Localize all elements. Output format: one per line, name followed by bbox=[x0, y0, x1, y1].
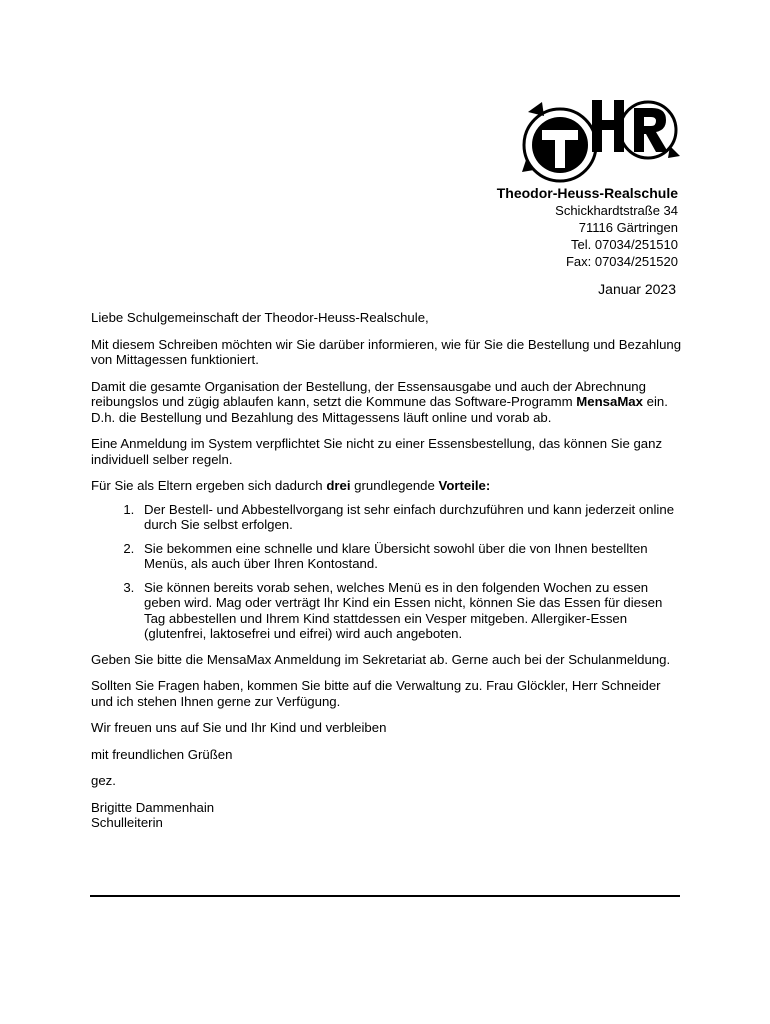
advantages-intro-part1: Für Sie als Eltern ergeben sich dadurch bbox=[91, 478, 327, 493]
paragraph-registration: Eine Anmeldung im System verpflichtet Sie nicht zu einer Essensbestellung, das können Sie ganz individuell selber regeln. bbox=[91, 436, 663, 467]
address-tel: Tel. 07034/251510 bbox=[571, 237, 678, 252]
signature-block bbox=[91, 800, 683, 831]
address-city: 71116 Gärtringen bbox=[578, 220, 678, 235]
letter-date: Januar 2023 bbox=[598, 281, 676, 297]
gez-note: gez. bbox=[91, 773, 116, 788]
paragraph-farewell: Wir freuen uns auf Sie und Ihr Kind und verbleiben bbox=[91, 720, 387, 735]
address-street: Schickhardtstraße 34 bbox=[555, 203, 678, 218]
advantages-intro-part2: grundlegende bbox=[350, 478, 439, 493]
school-logo bbox=[520, 90, 682, 186]
signer-title: Schulleiterin bbox=[91, 815, 163, 830]
salutation: Liebe Schulgemeinschaft der Theodor-Heuss-Realschule, bbox=[91, 310, 429, 325]
advantages-label: Vorteile: bbox=[438, 478, 491, 493]
advantages-list bbox=[91, 502, 683, 642]
advantages-count: drei bbox=[326, 478, 351, 493]
logo-r-gear bbox=[620, 102, 680, 158]
school-name: Theodor-Heuss-Realschule bbox=[496, 185, 678, 201]
list-item: 3. Sie können bereits vorab sehen, welches Menü es in den folgenden Wochen zu essen geben wird. Mag oder verträgt Ihr Kind ein Essen nicht, können Sie das Essen für diesen Tag abbestellen und Ihrem Kind stattdessen ein Vesper mitgeben. Allergiker-Essen (glutenfrei, laktosefrei und eifrei) wird auch angeboten. bbox=[138, 580, 683, 642]
logo-t-gear bbox=[522, 102, 596, 181]
closing: mit freundlichen Grüßen bbox=[91, 746, 233, 762]
paragraph-advantages-intro bbox=[91, 478, 683, 494]
address-fax: Fax: 07034/251520 bbox=[565, 254, 678, 269]
paragraph-organisation-part2: ein. D.h. die Bestellung und Bezahlung des Mittagessens läuft online und vorab ab. bbox=[91, 394, 668, 425]
list-item: 1. Der Bestell- und Abbestellvorgang ist sehr einfach durchzuführen und kann jederzeit online durch Sie selbst erfolgen. bbox=[138, 502, 683, 533]
list-item: 2. Sie bekommen eine schnelle und klare Übersicht sowohl über die von Ihnen bestellten Menüs, als auch über Ihren Kontostand. bbox=[138, 541, 683, 572]
signer-name: Brigitte Dammenhain bbox=[91, 799, 215, 815]
letter-body bbox=[91, 310, 683, 831]
paragraph-submission: Geben Sie bitte die MensaMax Anmeldung im Sekretariat ab. Gerne auch bei der Schulanmeldung. bbox=[91, 651, 671, 667]
paragraph-intro: Mit diesem Schreiben möchten wir Sie darüber informieren, wie für Sie die Bestellung und Bezahlung von Mittagessen funktioniert. bbox=[91, 336, 682, 367]
software-name: MensaMax bbox=[576, 394, 643, 409]
paragraph-organisation bbox=[91, 379, 683, 426]
paragraph-questions: Sollten Sie Fragen haben, kommen Sie bitte auf die Verwaltung zu. Frau Glöckler, Herr Schneider und ich stehen Ihnen gerne zur Verfügung. bbox=[91, 678, 661, 709]
footer-rule bbox=[90, 895, 680, 897]
sender-address bbox=[497, 184, 678, 270]
paragraph-organisation-part1: Damit die gesamte Organisation der Bestellung, der Essensausgabe und auch der Abrechnung reibungslos und zügig ablaufen kann, setzt die Kommune das Software-Programm bbox=[91, 378, 646, 409]
